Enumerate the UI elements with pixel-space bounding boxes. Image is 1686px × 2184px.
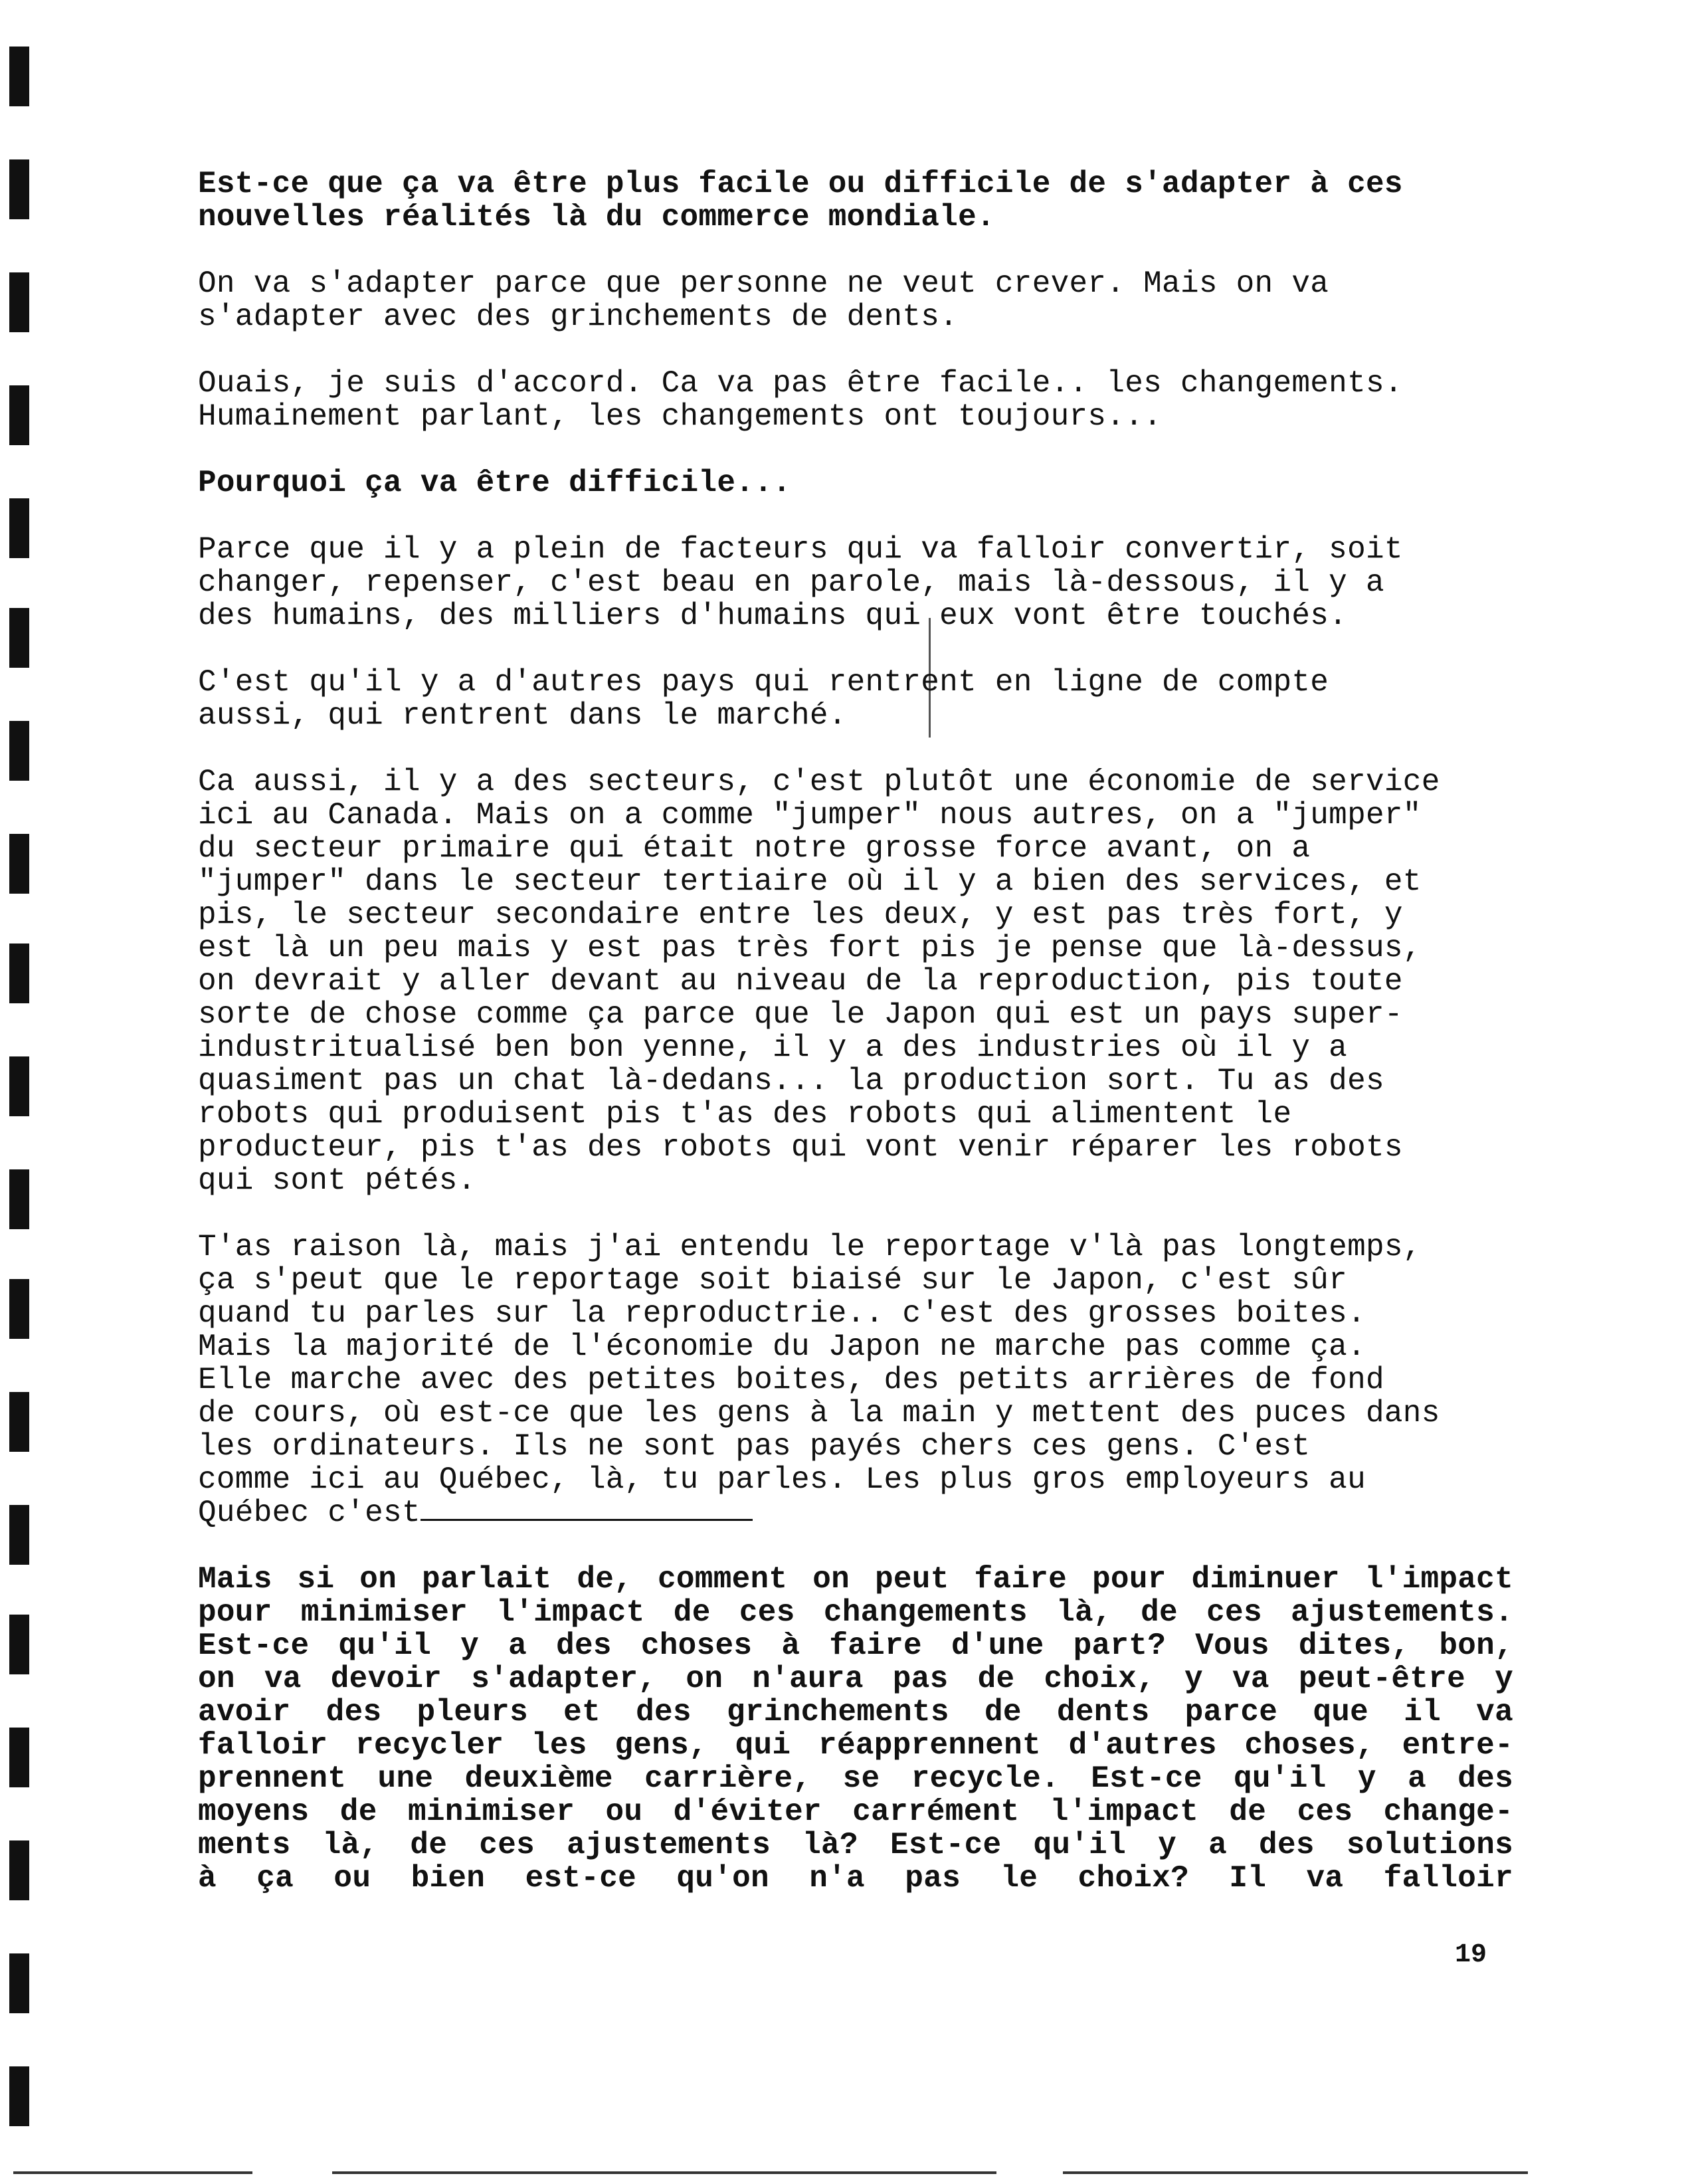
binding-mark — [9, 1056, 29, 1116]
binding-mark — [9, 1169, 29, 1229]
interviewer-question: Est-ce que ça va être plus facile ou difficile de s'adapter à ces nouvelles réalités là du commerce mondiale. — [198, 167, 1403, 235]
participant-answer: Ca aussi, il y a des secteurs, c'est plutôt une économie de service ici au Canada. Mais on a comme "jumper" nous autres, on a "jumper" du secteur primaire qui était notre grosse force avant, on a "jumper" dans le secteur tertiaire où il y a bien des services, et pis, le secteur secondaire entre les deux, y est pas très fort, y est là un peu mais y est pas très fort pis je pense que là-dessus, on devrait y aller devant au niveau de la reproduction, pis toute sorte de chose comme ça parce que le Japon qui est un pays super- industritualisé ben bon yenne, il y a des industries où il y a quasiment pas un chat là-dedans... la production sort. Tu as des robots qui produisent pis t'as des robots qui alimentent le producteur, pis t'as des robots qui vont venir réparer les robots qui sont pétés. — [198, 765, 1440, 1198]
interviewer-question: Mais si on parlait de, comment on peut faire pour diminuer l'impact pour minimiser l'impact de ces changements là, de ces ajustements. Est-ce qu'il y a des choses à faire d'une part? Vous dites, bon, on va devoir s'adapter, on n'aura pas de choix, y va peut-être y avoir des pleurs et des grinchements de dents parce que il va falloir recycler les gens, qui réapprennent d'autres choses, entre- prennent une deuxième carrière, se recycle. Est-ce qu'il y a des moyens de minimiser ou d'éviter carrément l'impact de ces change- ments là, de ces ajustements là? Est-ce qu'il y a des solutions à ça ou bien est-ce qu'on n'a pas le choix? Il va falloir — [198, 1562, 1513, 1896]
binding-mark — [9, 1728, 29, 1787]
participant-answer: Parce que il y a plein de facteurs qui va falloir convertir, soit changer, repenser, c'est beau en parole, mais là-dessous, il y a des humains, des milliers d'humains qui eux vont être touchés. — [198, 532, 1403, 633]
transcript-body — [198, 167, 1513, 1895]
binding-mark — [9, 834, 29, 894]
binding-mark — [9, 1615, 29, 1674]
binding-mark — [9, 498, 29, 558]
binding-mark — [9, 47, 29, 106]
participant-answer: C'est qu'il y a d'autres pays qui rentrent en ligne de compte aussi, qui rentrent dans le marché. — [198, 665, 1329, 733]
binding-mark — [9, 1953, 29, 2013]
participant-answer-with-blank — [198, 1231, 1513, 1530]
edge-segment — [13, 2171, 252, 2174]
binding-mark — [9, 159, 29, 219]
page-number: 19 — [1455, 1940, 1487, 1970]
participant-answer: On va s'adapter parce que personne ne veut crever. Mais on va s'adapter avec des grinchements de dents. — [198, 266, 1329, 334]
binding-mark — [9, 272, 29, 332]
binding-mark — [9, 1392, 29, 1452]
binding-mark — [9, 385, 29, 445]
participant-answer-text: T'as raison là, mais j'ai entendu le reportage v'là pas longtemps, ça s'peut que le reportage soit biaisé sur le Japon, c'est sûr quand tu parles sur la reproductrie.. c'est des grosses boites. Mais la majorité de l'économie du Japon ne marche pas comme ça. Elle marche avec des petites boites, des petits arrières de fond de cours, où est-ce que les gens à la main y mettent des puces dans les ordinateurs. Ils ne sont pas payés chers ces gens. C'est comme ici au Québec, là, tu parles. Les plus gros employeurs au Québec c'est — [198, 1230, 1440, 1530]
interviewer-question: Pourquoi ça va être difficile... — [198, 466, 791, 500]
participant-answer: Ouais, je suis d'accord. Ca va pas être facile.. les changements. Humainement parlant, les changements ont toujours... — [198, 366, 1403, 434]
edge-segment — [332, 2171, 996, 2174]
binding-mark — [9, 1505, 29, 1565]
binding-mark — [9, 2066, 29, 2126]
binding-marks — [0, 0, 40, 2184]
blank-fill-line — [421, 1499, 753, 1521]
binding-mark — [9, 1840, 29, 1900]
binding-mark — [9, 1279, 29, 1339]
binding-mark — [9, 721, 29, 781]
edge-segment — [1063, 2171, 1528, 2174]
binding-mark — [9, 608, 29, 668]
page-bottom-edge — [0, 2171, 1686, 2175]
binding-mark — [9, 943, 29, 1003]
